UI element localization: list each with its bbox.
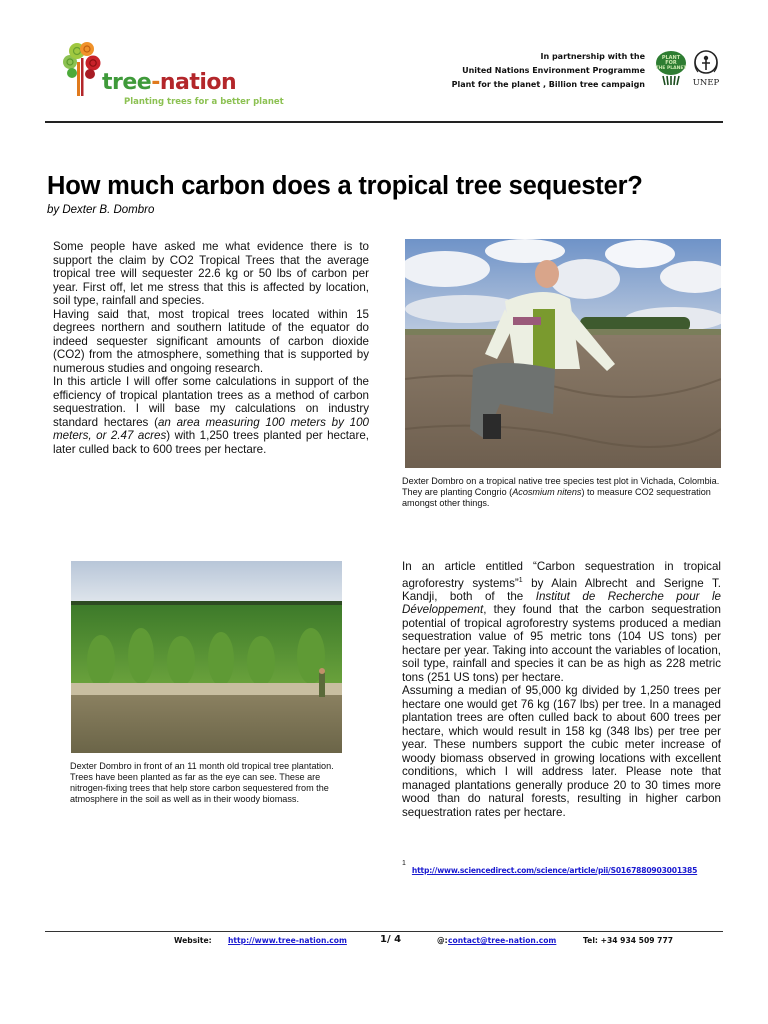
page-footer (0, 936, 768, 950)
svg-text:THE PLANET: THE PLANET (655, 66, 687, 71)
footnote-link[interactable]: http://www.sciencedirect.com/science/article/pii/S0167880903001385 (411, 866, 698, 875)
byline: by Dexter B. Dombro (47, 204, 155, 216)
partnership-line: In partnership with the (540, 52, 645, 61)
telephone: Tel: +34 934 509 777 (583, 936, 674, 945)
email-label: @: (437, 936, 448, 945)
page-title: How much carbon does a tropical tree sequester? (47, 172, 643, 200)
footnote-marker: 1 (402, 860, 406, 867)
partnership-block (452, 50, 645, 92)
paragraph: In this article I will offer some calculations in support of the efficiency of tropical plantation trees as a method of carbon sequestration. I will base my calculations on industry standard hectares (an area measuring 100 meters by 100 meters, or 2.47 acres) with 1,250 trees planted per hectare, later culled back to 600 trees per hectare. (53, 375, 369, 456)
photo-man-kneeling-in-field (405, 239, 721, 468)
paragraph: Some people have asked me what evidence there is to support the claim by CO2 Tropical Trees that the average tropical tree will sequester 22.6 kg or 50 lbs of carbon per year. First off, let me stress that this is affected by location, soil type, rainfall and species. (53, 240, 369, 307)
tree-nation-logo (62, 40, 282, 110)
svg-text:PLANT: PLANT (661, 55, 681, 61)
photo-caption: Dexter Dombro in front of an 11 month old tropical tree plantation. Trees have been planted as far as the eye can see. These are nitrogen-fixing trees that help store carbon sequestered from the atmosphere in the soil as well as in their woody biomass. (70, 761, 334, 804)
photo-tree-plantation (71, 561, 342, 753)
website-label: Website: (174, 936, 212, 945)
article-body-left (53, 240, 369, 456)
tree-logo-icon (62, 40, 102, 98)
logo-tagline: Planting trees for a better planet (124, 97, 284, 107)
svg-text:FOR: FOR (665, 60, 677, 66)
italic-text: an area measuring 100 meters by 100 meters, or 2.47 acres (53, 415, 369, 442)
partnership-line: Plant for the planet , Billion tree campaign (451, 80, 645, 89)
paragraph: Assuming a median of 95,000 kg divided by 1,250 trees per hectare one would get 76 kg (167 lbs) per tree. In a managed plantation trees are often culled back to about 600 trees per hectare, which would result in 158 kg (348 lbs) per tree per year. These numbers support the cubic meter increase of woody biomass observed in growing locations with excellent conditions, which I will address later. Please note that managed plantations generally produce 20 to 30 times more wood than do natural forests, resulting in higher carbon sequestration rates per hectare. (402, 684, 721, 819)
header-divider (45, 121, 723, 123)
footnote (402, 860, 698, 875)
plant-for-the-planet-logo-icon (655, 50, 687, 88)
unep-logo-icon (690, 48, 722, 88)
logo-wordmark: tree-nation (102, 70, 237, 95)
italic-text: Institut de Recherche pour le Développement (402, 589, 722, 617)
page-number: 1/ 4 (380, 934, 402, 945)
footnote-ref[interactable]: 1 (518, 576, 523, 584)
article-body-right (402, 560, 721, 819)
footer-divider (45, 931, 723, 932)
paragraph: In an article entitled “Carbon sequestration in tropical agroforestry systems”$^1$ by Alain Albrecht and Serigne T. Kandji, both of the Institut de Recherche pour le Développement, they found that the carbon sequestration potential of tropical agroforestry systems produced a median sequestration value of 95 metric tons (104 US tons) per hectare per year. Taking into account the variables of location, soil type, rainfall and species it can be as high as 228 metric tons (251 US tons) per hectare. (402, 560, 722, 684)
italic-text: Acosmium nitens (512, 487, 582, 497)
photo-caption: Dexter Dombro on a tropical native tree species test plot in Vichada, Colombia. They are planting Congrio (Acosmium nitens) to measure CO2 sequestration amongst other things. (402, 476, 720, 508)
svg-text:UNEP: UNEP (692, 78, 720, 88)
website-link[interactable]: http://www.tree-nation.com (228, 936, 347, 945)
paragraph: Having said that, most tropical trees located within 15 degrees northern and southern latitude of the equator do indeed sequester significant amounts of carbon dioxide (CO2) from the atmosphere, something that is supported by numerous studies and ongoing research. (53, 307, 369, 375)
email-link[interactable]: contact@tree-nation.com (448, 936, 557, 945)
partnership-line: United Nations Environment Programme (462, 66, 645, 75)
